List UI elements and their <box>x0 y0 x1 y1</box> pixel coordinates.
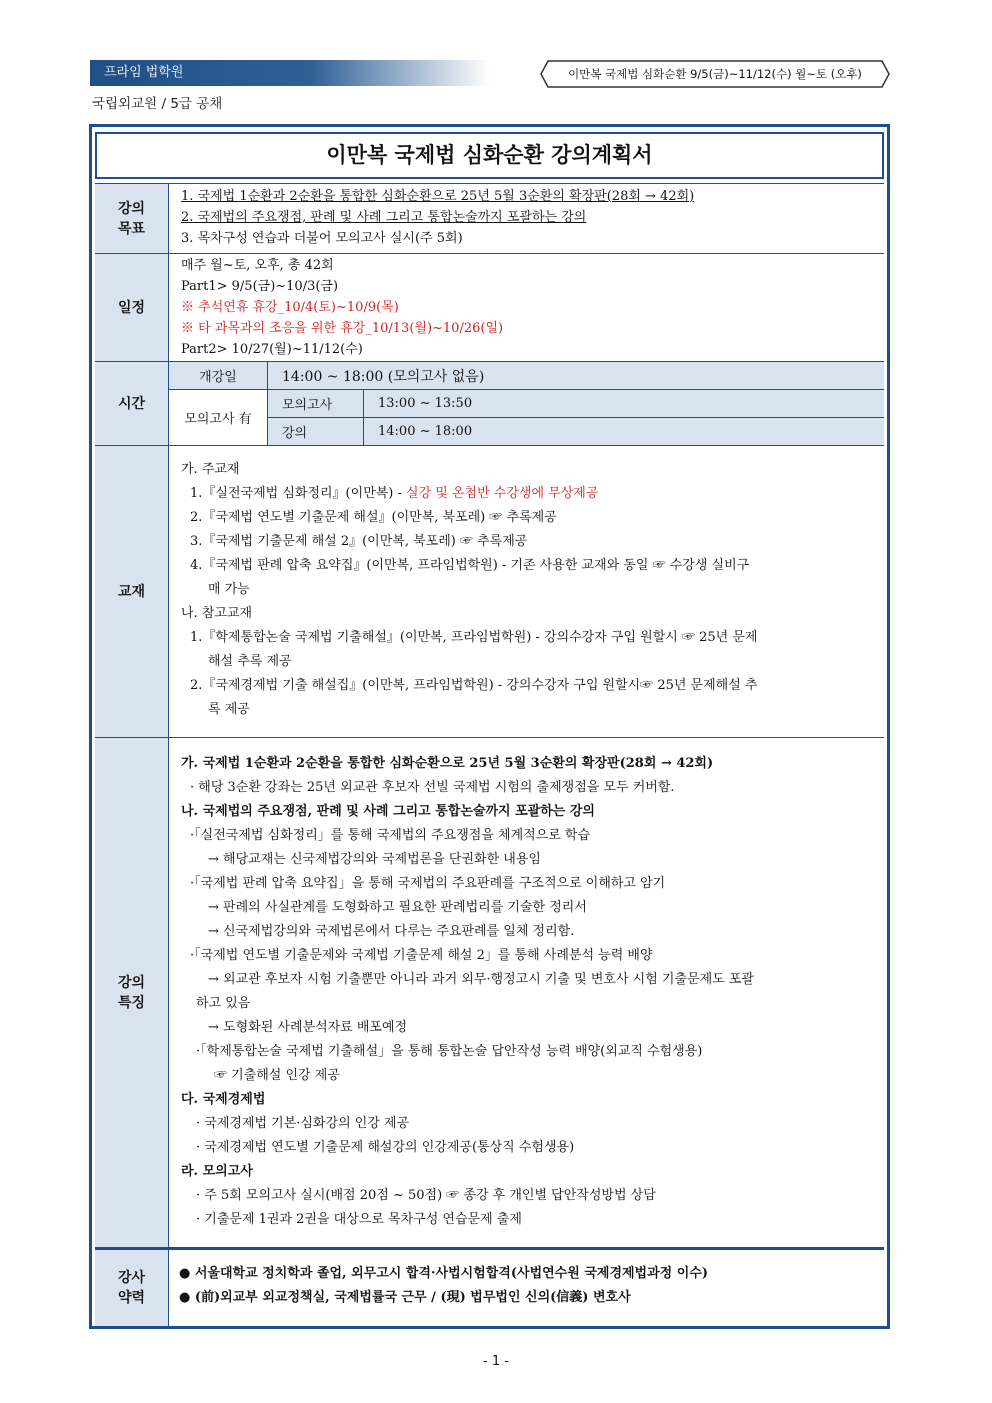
feature-sub-item: → 해당교재는 신국제법강의와 국제법론을 단권화한 내용임 <box>208 852 541 867</box>
label-goal: 강의 목표 <box>95 184 169 253</box>
course-tag <box>540 60 890 88</box>
open-label: 개강일 <box>169 362 268 390</box>
row-time <box>95 361 884 445</box>
schedule-content <box>181 255 878 360</box>
feature-sub-item: → 신국제법강의와 국제법론에서 다루는 주요판례를 일체 정리함. <box>208 924 575 939</box>
feature-heading-c: 다. 국제경제법 <box>181 1092 266 1107</box>
feature-item: · 국제경제법 기본·심화강의 인강 제공 <box>196 1116 410 1131</box>
feature-sub-item: → 판례의 사실관계를 도형화하고 필요한 판례법리를 기술한 정리서 <box>208 900 587 915</box>
textbook-ref-2: 2.『국제경제법 기출 해설집』(이만복, 프라임법학원) - 강의수강자 구입 원할시☞ 25년 문제해설 추 <box>190 678 758 693</box>
goal-line-1: 1. 국제법 1순환과 2순환을 통합한 심화순환으로 25년 5월 3순환의 확장판(28회 → 42회) <box>181 189 695 204</box>
feature-sub-item: → 외교관 후보자 시험 기출뿐만 아니라 과거 외무·행정고시 기출 및 변호사 시험 기출문제도 포괄 <box>208 972 754 987</box>
label-instructor: 강사 약력 <box>95 1250 169 1326</box>
feature-item: ·「학제통합논술 국제법 기출해설」을 통해 통합논술 답안작성 능력 배양(외교직 수험생용) <box>196 1044 703 1059</box>
exam-subtitle: 국립외교원 / 5급 공채 <box>92 96 223 112</box>
feature-sub-item-cont: 하고 있음 <box>196 996 251 1011</box>
feature-item: · 기출문제 1권과 2권을 대상으로 목차구성 연습문제 출제 <box>196 1212 522 1227</box>
goal-content <box>181 186 878 249</box>
instructor-line-1: ● 서울대학교 정치학과 졸업, 외무고시 합격·사법시험합격(사법연수원 국제경제법과정 이수) <box>179 1266 709 1281</box>
textbook-content <box>181 458 878 722</box>
mock-label: 모의고사 有 <box>169 390 268 445</box>
page-title: 이만복 국제법 심화순환 강의계획서 <box>95 132 884 179</box>
lecture-row-label: 강의 <box>268 418 364 445</box>
course-tag-text: 이만복 국제법 심화순환 9/5(금)~11/12(수) 월~토 (오후) <box>568 67 862 81</box>
feature-item: · 주 5회 모의고사 실시(배점 20점 ~ 50점) ☞ 종강 후 개인별 답안작성방법 상담 <box>196 1188 656 1203</box>
schedule-line-3: ※ 추석연휴 휴강_10/4(토)~10/9(목) <box>181 300 399 315</box>
row-schedule <box>95 253 884 361</box>
features-content <box>181 752 878 1232</box>
textbook-ref-1-cont: 해설 추록 제공 <box>208 654 292 669</box>
feature-heading-d: 라. 모의고사 <box>181 1164 253 1179</box>
syllabus-table <box>89 124 890 1329</box>
textbook-item-3: 3.『국제법 기출문제 해설 2』(이만복, 북포레) ☞ 추록제공 <box>190 534 528 549</box>
row-features <box>95 737 884 1247</box>
textbook-item-2: 2.『국제법 연도별 기출문제 해설』(이만복, 북포레) ☞ 추록제공 <box>190 510 557 525</box>
instructor-line-2: ● (前)외교부 외교정책실, 국제법률국 근무 / (現) 법무법인 신의(信義) 변호사 <box>179 1290 631 1305</box>
textbook-item-1: 1.『실전국제법 심화정리』(이만복) - 실강 및 온첨반 수강생에 무상제공 <box>190 486 599 501</box>
page-number: - 1 - <box>483 1354 509 1369</box>
schedule-line-5: Part2> 10/27(월)~11/12(수) <box>181 342 363 357</box>
academy-banner <box>90 60 490 86</box>
textbook-free-note: 실강 및 온첨반 수강생에 무상제공 <box>406 486 599 501</box>
time-grid <box>169 362 884 445</box>
textbook-item-4-cont: 매 가능 <box>208 582 250 597</box>
schedule-line-4: ※ 타 과목과의 조응을 위한 휴강_10/13(월)~10/26(일) <box>181 321 504 336</box>
feature-item: · 해당 3순환 강좌는 25년 외교관 후보자 선빌 국제법 시험의 출제쟁점을 모두 커버함. <box>190 780 675 795</box>
feature-item: ·「국제법 연도별 기출문제와 국제법 기출문제 해설 2」를 통해 사례분석 능력 배양 <box>190 948 653 963</box>
label-textbook: 교재 <box>95 446 169 737</box>
instructor-content <box>179 1262 878 1310</box>
feature-item: · 국제경제법 연도별 기출문제 해설강의 인강제공(통상직 수험생용) <box>196 1140 575 1155</box>
textbook-ref-2-cont: 록 제공 <box>208 702 250 717</box>
row-instructor <box>95 1247 884 1326</box>
textbook-ref-heading: 나. 참고교재 <box>181 606 253 621</box>
label-time: 시간 <box>95 362 169 445</box>
label-features: 강의 특징 <box>95 738 169 1247</box>
goal-line-2: 2. 국제법의 주요쟁점, 판례 및 사례 그리고 통합논술까지 포괄하는 강의 <box>181 210 587 225</box>
row-textbook <box>95 445 884 737</box>
mock-row-label: 모의고사 <box>268 390 364 418</box>
feature-sub-item: → 도형화된 사례분석자료 배포예정 <box>208 1020 408 1035</box>
feature-heading-a: 가. 국제법 1순환과 2순환을 통합한 심화순환으로 25년 5월 3순환의 확장판(28회 → 42회) <box>181 756 714 771</box>
feature-item: ·「실전국제법 심화정리」를 통해 국제법의 주요쟁점을 체계적으로 학습 <box>190 828 591 843</box>
row-goal <box>95 183 884 253</box>
goal-line-3: 3. 목차구성 연습과 더불어 모의고사 실시(주 5회) <box>181 231 463 246</box>
schedule-line-2: Part1> 9/5(금)~10/3(금) <box>181 279 339 294</box>
mock-row-value: 13:00 ~ 13:50 <box>364 390 884 418</box>
label-schedule: 일정 <box>95 254 169 361</box>
lecture-row-value: 14:00 ~ 18:00 <box>364 418 884 445</box>
open-value: 14:00 ~ 18:00 (모의고사 없음) <box>268 362 884 390</box>
schedule-line-1: 매주 월~토, 오후, 총 42회 <box>181 258 334 273</box>
textbook-main-heading: 가. 주교재 <box>181 462 240 477</box>
feature-sub-item: ☞ 기출해설 인강 제공 <box>214 1068 340 1083</box>
academy-name: 프라임 법학원 <box>104 65 184 80</box>
feature-item: ·「국제법 판례 압축 요약집」을 통해 국제법의 주요판례를 구조적으로 이해하고 암기 <box>190 876 666 891</box>
feature-heading-b: 나. 국제법의 주요쟁점, 판례 및 사례 그리고 통합논술까지 포괄하는 강의 <box>181 804 595 819</box>
textbook-item-4: 4.『국제법 판례 압축 요약집』(이만복, 프라임법학원) - 기존 사용한 교재와 동일 ☞ 수강생 실비구 <box>190 558 750 573</box>
textbook-ref-1: 1.『학제통합논술 국제법 기출해설』(이만복, 프라임법학원) - 강의수강자 구입 원할시 ☞ 25년 문제 <box>190 630 758 645</box>
